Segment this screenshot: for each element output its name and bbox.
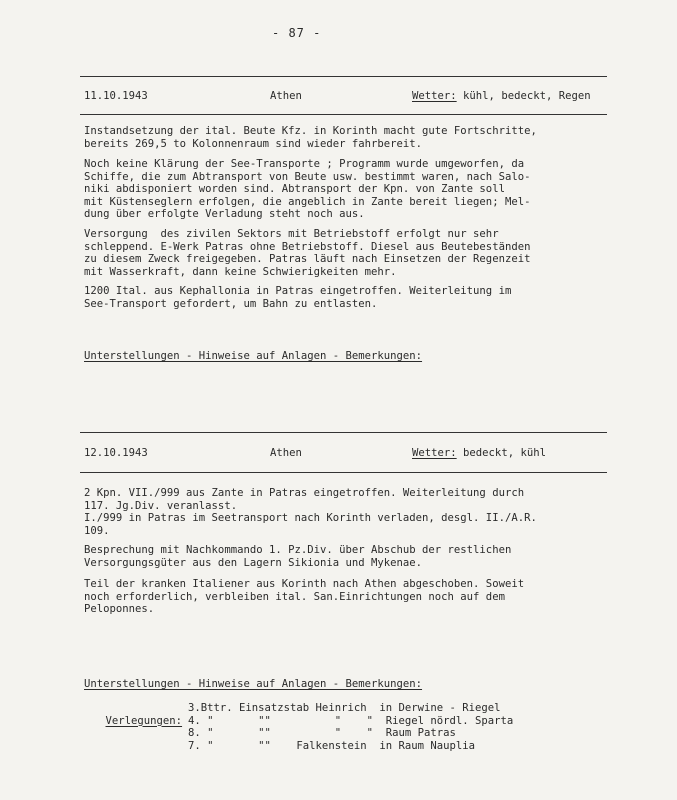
entry-2-weather [412,447,546,459]
weather-value: kühl, bedeckt, Regen [463,90,591,102]
transfers-label: Verlegungen: [105,714,183,727]
text-line: I./999 in Patras im Seetransport nach Korinth verladen, desgl. II./A.R. [84,512,537,525]
text-line: Versorgung des zivilen Sektors mit Betriebstoff erfolgt nur sehr [84,228,499,240]
transfer-row: 3.Bttr. Einsatzstab Heinrich in Derwine - Riegel [188,702,501,714]
text-line: Besprechung mit Nachkommando 1. Pz.Div. über Abschub der restlichen [84,544,512,556]
entry-1-place: Athen [270,90,302,102]
text-line: 109. [84,524,110,537]
transfer-row: 7. " "" Falkenstein in Raum Nauplia [188,739,476,752]
entry-1-paragraph-4 [84,285,624,310]
entry-2-top-rule [80,432,607,433]
text-line: Peloponnes. [84,603,155,616]
text-line: Versorgungsgüter aus den Lagern Sikionia und Mykenae. [84,556,423,569]
entry-1-header-rule [80,114,607,115]
text-line: bereits 269,5 to Kolonnenraum sind wieder fahrbereit. [84,137,423,150]
page-number: - 87 - [272,26,322,40]
entry-1-header [80,90,607,106]
text-line: mit Küstenseglern erfolgen, die angeblich in Zante bereit liegen; Mel- [84,195,531,208]
text-line: Teil der kranken Italiener aus Korinth nach Athen abgeschoben. Soweit [84,578,525,590]
text-line: Noch keine Klärung der See-Transporte ; Programm wurde umgeworfen, da [84,158,525,170]
text-line: 1200 Ital. aus Kephallonia in Patras eingetroffen. Weiterleitung im [84,285,512,297]
text-line: Schiffe, die zum Abtransport von Beute usw. bestimmt waren, nach Salo- [84,170,531,183]
entry-1-date: 11.10.1943 [84,90,148,102]
entry-1-paragraph-1 [84,125,624,150]
weather-label: Wetter: [412,447,457,459]
weather-value: bedeckt, kühl [463,447,546,459]
entry-2-paragraph-1 [84,487,624,537]
transfers-rows [188,702,513,752]
transfer-row: 8. " "" " " Raum Patras [188,727,456,740]
entry-2-header [80,447,607,463]
text-line: niki abdisponiert worden sind. Abtransport der Kpn. von Zante soll [84,183,505,196]
text-line: schleppend. E-Werk Patras ohne Betriebstoff. Diesel aus Beutebeständen [84,240,531,253]
entry-1-top-rule [80,76,607,77]
entry-1-remarks-heading: Unterstellungen - Hinweise auf Anlagen - Bemerkungen: [84,350,423,362]
text-line: zu diesem Zweck freigegeben. Patras läuft nach Einsetzen der Regenzeit [84,253,531,266]
text-line: Instandsetzung der ital. Beute Kfz. in Korinth macht gute Fortschritte, [84,125,537,137]
transfer-row: 4. " "" " " Riegel nördl. Sparta [188,714,514,727]
entry-2-date: 12.10.1943 [84,447,148,459]
weather-label: Wetter: [412,90,457,102]
text-line: dung über erfolgte Verladung steht noch aus. [84,208,365,221]
entry-1-paragraph-2 [84,158,624,221]
transfers-table [80,702,182,740]
text-line: mit Wasserkraft, dann keine Schwierigkeiten mehr. [84,265,397,278]
entry-2-paragraph-2 [84,544,624,569]
entry-2-place: Athen [270,447,302,459]
entry-2-paragraph-3 [84,578,624,616]
entry-2-header-rule [80,472,607,473]
entry-1-weather [412,90,591,102]
entry-2-remarks-heading: Unterstellungen - Hinweise auf Anlagen - Bemerkungen: [84,678,423,690]
text-line: See-Transport gefordert, um Bahn zu entlasten. [84,297,378,310]
entry-1-paragraph-3 [84,228,624,278]
text-line: 117. Jg.Div. veranlasst. [84,499,238,512]
text-line: noch erforderlich, verbleiben ital. San.Einrichtungen noch auf dem [84,590,505,603]
text-line: 2 Kpn. VII./999 aus Zante in Patras eingetroffen. Weiterleitung durch [84,487,525,499]
